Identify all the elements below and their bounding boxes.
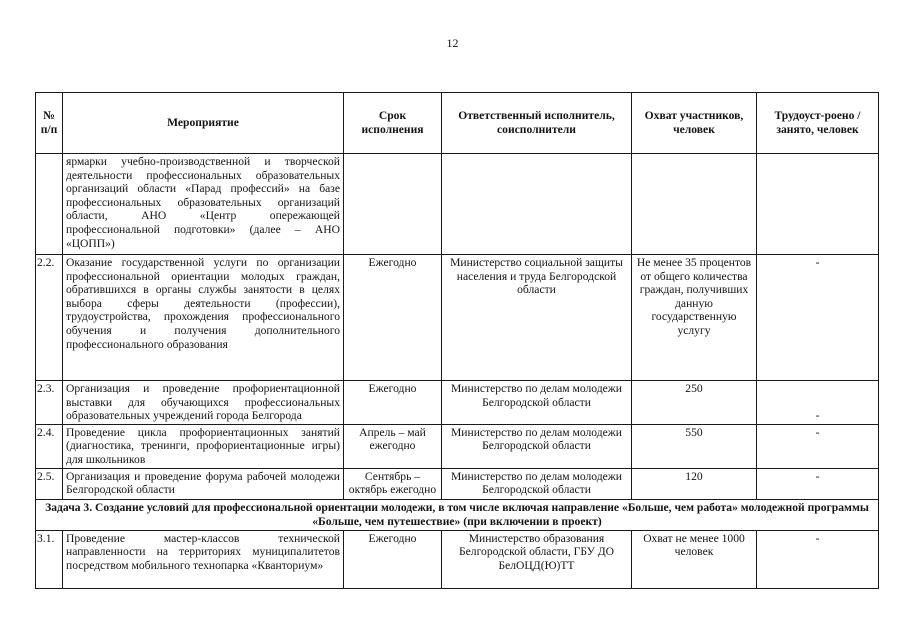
table-header-row xyxy=(36,93,879,154)
row-event: ярмарки учебно-производственной и творческой деятельности профессиональных образовательных организаций области «Парад профессий» на базе профессиональных образовательных организаций области, АНО «Центр опережающей профессиональной подготовки» (далее – АНО «ЦОПП») xyxy=(63,154,344,255)
row-num: 2.3. xyxy=(36,381,63,425)
row-responsible: Министерство социальной защиты населения и труда Белгородской области xyxy=(442,255,632,381)
row-coverage: Не менее 35 процентов от общего количества граждан, получивших данную государственную услугу xyxy=(632,255,757,381)
table-row xyxy=(36,424,879,468)
column-header-num: № п/п xyxy=(36,93,63,154)
row-event: Проведение мастер-классов технической направленности на территориях муниципалитетов посредством мобильного технопарка «Кванториум» xyxy=(63,530,344,588)
row-responsible xyxy=(442,154,632,255)
row-employed: - xyxy=(757,530,879,588)
row-term: Апрель – май ежегодно xyxy=(344,424,442,468)
row-event: Оказание государственной услуги по организации профессиональной ориентации молодых граждан, обратившихся в органы службы занятости в целях выбора сферы деятельности (профессии), трудоустройства, прохождения профессионального обучения и получения дополнительного профессионального образования xyxy=(63,255,344,381)
row-term: Ежегодно xyxy=(344,381,442,425)
column-header-employed: Трудоуст-роено / занято, человек xyxy=(757,93,879,154)
row-responsible: Министерство по делам молодежи Белгородской области xyxy=(442,381,632,425)
task-3-heading: Задача 3. Создание условий для профессиональной ориентации молодежи, в том числе включая направление «Больше, чем работа» молодежной программы «Больше, чем путешествие» (при включении в проект) xyxy=(36,499,879,530)
table-row xyxy=(36,255,879,381)
row-term: Сентябрь – октябрь ежегодно xyxy=(344,468,442,499)
row-responsible: Министерство по делам молодежи Белгородской области xyxy=(442,468,632,499)
column-header-term: Срок исполнения xyxy=(344,93,442,154)
table-row xyxy=(36,381,879,425)
row-num: 3.1. xyxy=(36,530,63,588)
row-coverage: 550 xyxy=(632,424,757,468)
row-coverage: 120 xyxy=(632,468,757,499)
row-employed: - xyxy=(757,468,879,499)
row-term: Ежегодно xyxy=(344,530,442,588)
row-coverage: Охват не менее 1000 человек xyxy=(632,530,757,588)
table-row xyxy=(36,154,879,255)
row-num: 2.2. xyxy=(36,255,63,381)
row-responsible: Министерство образования Белгородской области, ГБУ ДО БелОЦД(Ю)ТТ xyxy=(442,530,632,588)
row-event: Проведение цикла профориентационных занятий (диагностика, тренинги, профориентационные игры) для школьников xyxy=(63,424,344,468)
row-num xyxy=(36,154,63,255)
column-header-coverage: Охват участников, человек xyxy=(632,93,757,154)
row-event: Организация и проведение профориентационной выставки для обучающихся профессиональных образовательных учреждений города Белгорода xyxy=(63,381,344,425)
row-coverage: 250 xyxy=(632,381,757,425)
row-employed: - xyxy=(757,424,879,468)
row-coverage xyxy=(632,154,757,255)
page-number: 12 xyxy=(446,36,459,50)
row-employed: - xyxy=(757,255,879,381)
row-num: 2.5. xyxy=(36,468,63,499)
task-heading-row xyxy=(36,499,879,530)
table-row xyxy=(36,530,879,588)
row-term: Ежегодно xyxy=(344,255,442,381)
column-header-responsible: Ответственный исполнитель, соисполнители xyxy=(442,93,632,154)
row-term xyxy=(344,154,442,255)
table-row xyxy=(36,468,879,499)
row-employed xyxy=(757,154,879,255)
column-header-event: Мероприятие xyxy=(63,93,344,154)
row-event: Организация и проведение форума рабочей молодежи Белгородской области xyxy=(63,468,344,499)
row-employed: - xyxy=(757,381,879,425)
row-responsible: Министерство по делам молодежи Белгородской области xyxy=(442,424,632,468)
row-num: 2.4. xyxy=(36,424,63,468)
plan-table xyxy=(35,92,879,589)
